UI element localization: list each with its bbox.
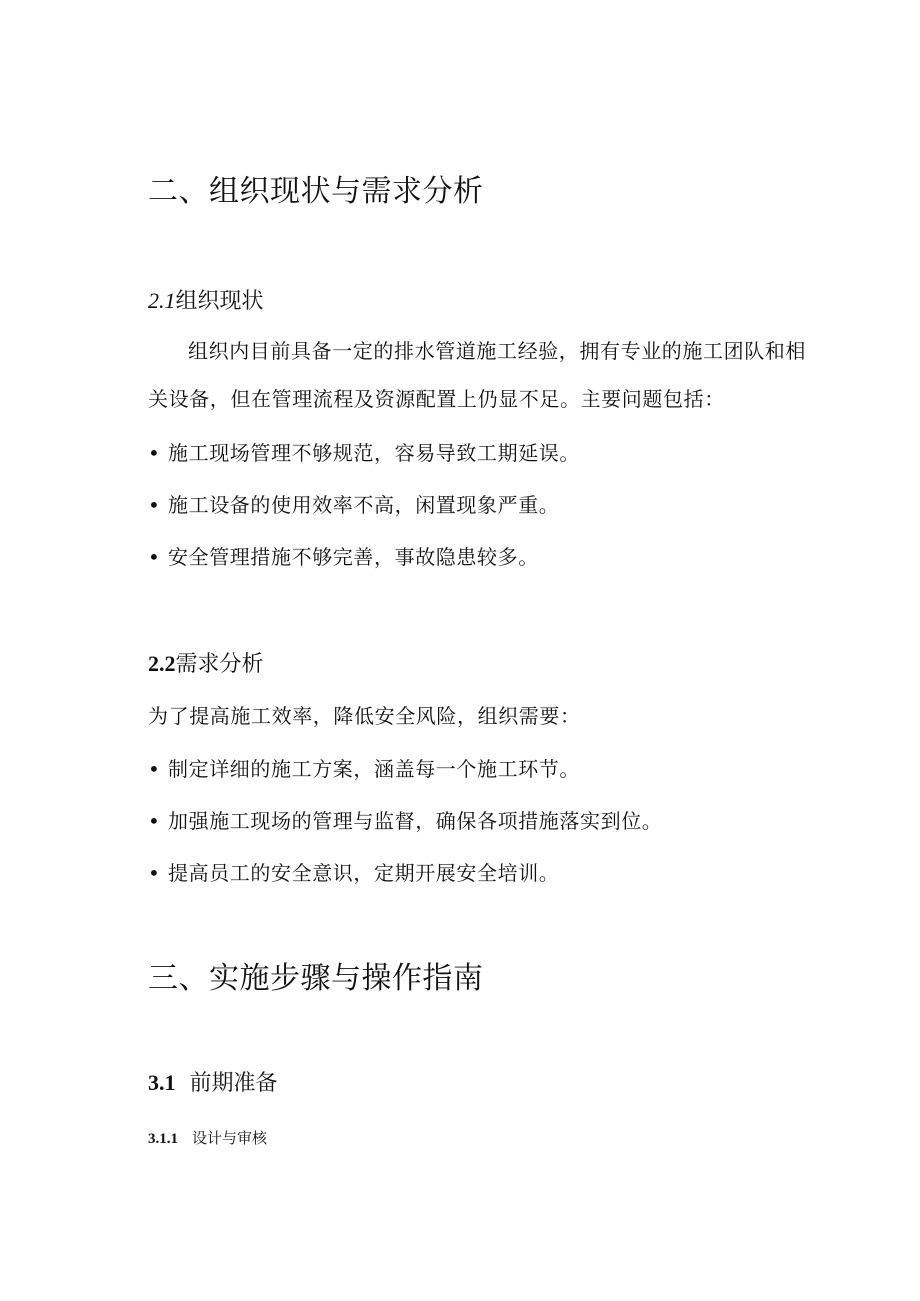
list-item-text: 施工设备的使用效率不高，闲置现象严重。 (168, 493, 560, 517)
list-item (148, 753, 580, 782)
bullet-icon: • (148, 493, 161, 517)
section-3-1-title: 前期准备 (189, 1071, 278, 1096)
bullet-icon: • (148, 809, 161, 833)
section-3-1-number: 3.1 (148, 1070, 176, 1095)
list-item (148, 805, 662, 834)
section-2-2-number: 2.2 (148, 651, 176, 676)
section-2-2-intro: 为了提高施工效率，降低安全风险，组织需要： (148, 704, 581, 728)
section-3-1-1-heading (148, 1127, 267, 1148)
list-item (148, 541, 539, 570)
bullet-icon: • (148, 545, 161, 569)
list-item (148, 437, 580, 466)
section-2-heading: 二、组织现状与需求分析 (148, 174, 484, 209)
section-2-1-number: 2.1 (148, 288, 176, 313)
list-item-text: 施工现场管理不够规范，容易导致工期延误。 (168, 441, 580, 465)
section-3-1-1-number: 3.1.1 (148, 1131, 178, 1147)
section-2-2-heading (148, 647, 264, 678)
section-2-1-heading (148, 284, 264, 315)
list-item (148, 489, 559, 518)
bullet-icon: • (148, 861, 161, 885)
list-item-text: 安全管理措施不够完善，事故隐患较多。 (168, 545, 539, 569)
section-2-2-title: 需求分析 (175, 652, 264, 677)
section-2-1-title: 组织现状 (175, 289, 264, 314)
bullet-icon: • (148, 441, 161, 465)
section-3-1-1-title: 设计与审核 (192, 1129, 268, 1147)
section-3-heading: 三、实施步骤与操作指南 (148, 961, 484, 996)
paragraph-line-2: 关设备，但在管理流程及资源配置上仍显不足。主要问题包括： (148, 387, 725, 411)
list-item-text: 加强施工现场的管理与监督，确保各项措施落实到位。 (168, 809, 663, 833)
section-3-1-heading (148, 1066, 278, 1097)
paragraph-line-1: 组织内目前具备一定的排水管道施工经验，拥有专业的施工团队和相 (188, 339, 806, 363)
bullet-icon: • (148, 757, 161, 781)
list-item-text: 制定详细的施工方案，涵盖每一个施工环节。 (168, 757, 580, 781)
list-item-text: 提高员工的安全意识，定期开展安全培训。 (168, 861, 560, 885)
list-item (148, 857, 559, 886)
